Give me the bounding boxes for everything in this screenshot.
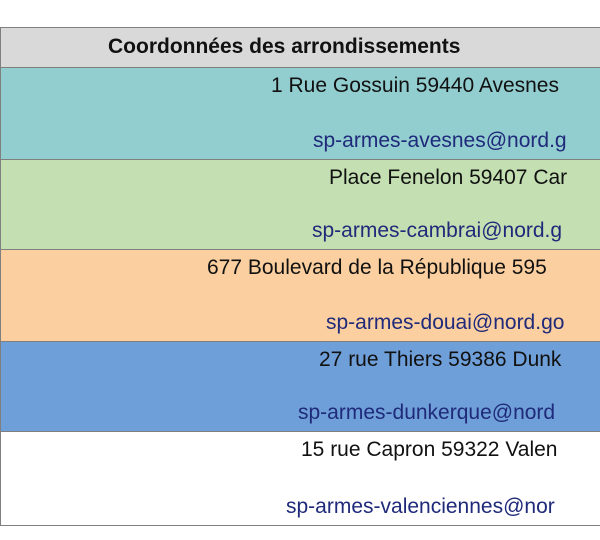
- email-link[interactable]: sp-armes-dunkerque@nord: [298, 401, 556, 424]
- table-row-douai[interactable]: [1, 250, 600, 342]
- email-link[interactable]: sp-armes-avesnes@nord.g: [313, 129, 567, 152]
- address-cell: 1 Rue Gossuin 59440 Avesnes: [271, 74, 559, 97]
- table-row-avesnes[interactable]: [1, 68, 600, 160]
- table-row-cambrai[interactable]: [1, 160, 600, 250]
- address-cell: 15 rue Capron 59322 Valen: [301, 438, 558, 461]
- email-link[interactable]: sp-armes-douai@nord.go: [326, 311, 565, 334]
- table-header: [1, 28, 600, 68]
- arrondissements-table: [0, 27, 600, 526]
- address-cell: 677 Boulevard de la République 595: [207, 256, 547, 279]
- table-row-valenciennes[interactable]: [1, 432, 600, 526]
- email-link[interactable]: sp-armes-cambrai@nord.g: [312, 219, 563, 242]
- table-row-dunkerque[interactable]: [1, 342, 600, 432]
- address-cell: Place Fenelon 59407 Car: [329, 166, 568, 189]
- email-link[interactable]: sp-armes-valenciennes@nor: [286, 495, 555, 518]
- address-cell: 27 rue Thiers 59386 Dunk: [319, 348, 562, 371]
- table-header-title: Coordonnées des arrondissements: [108, 35, 461, 58]
